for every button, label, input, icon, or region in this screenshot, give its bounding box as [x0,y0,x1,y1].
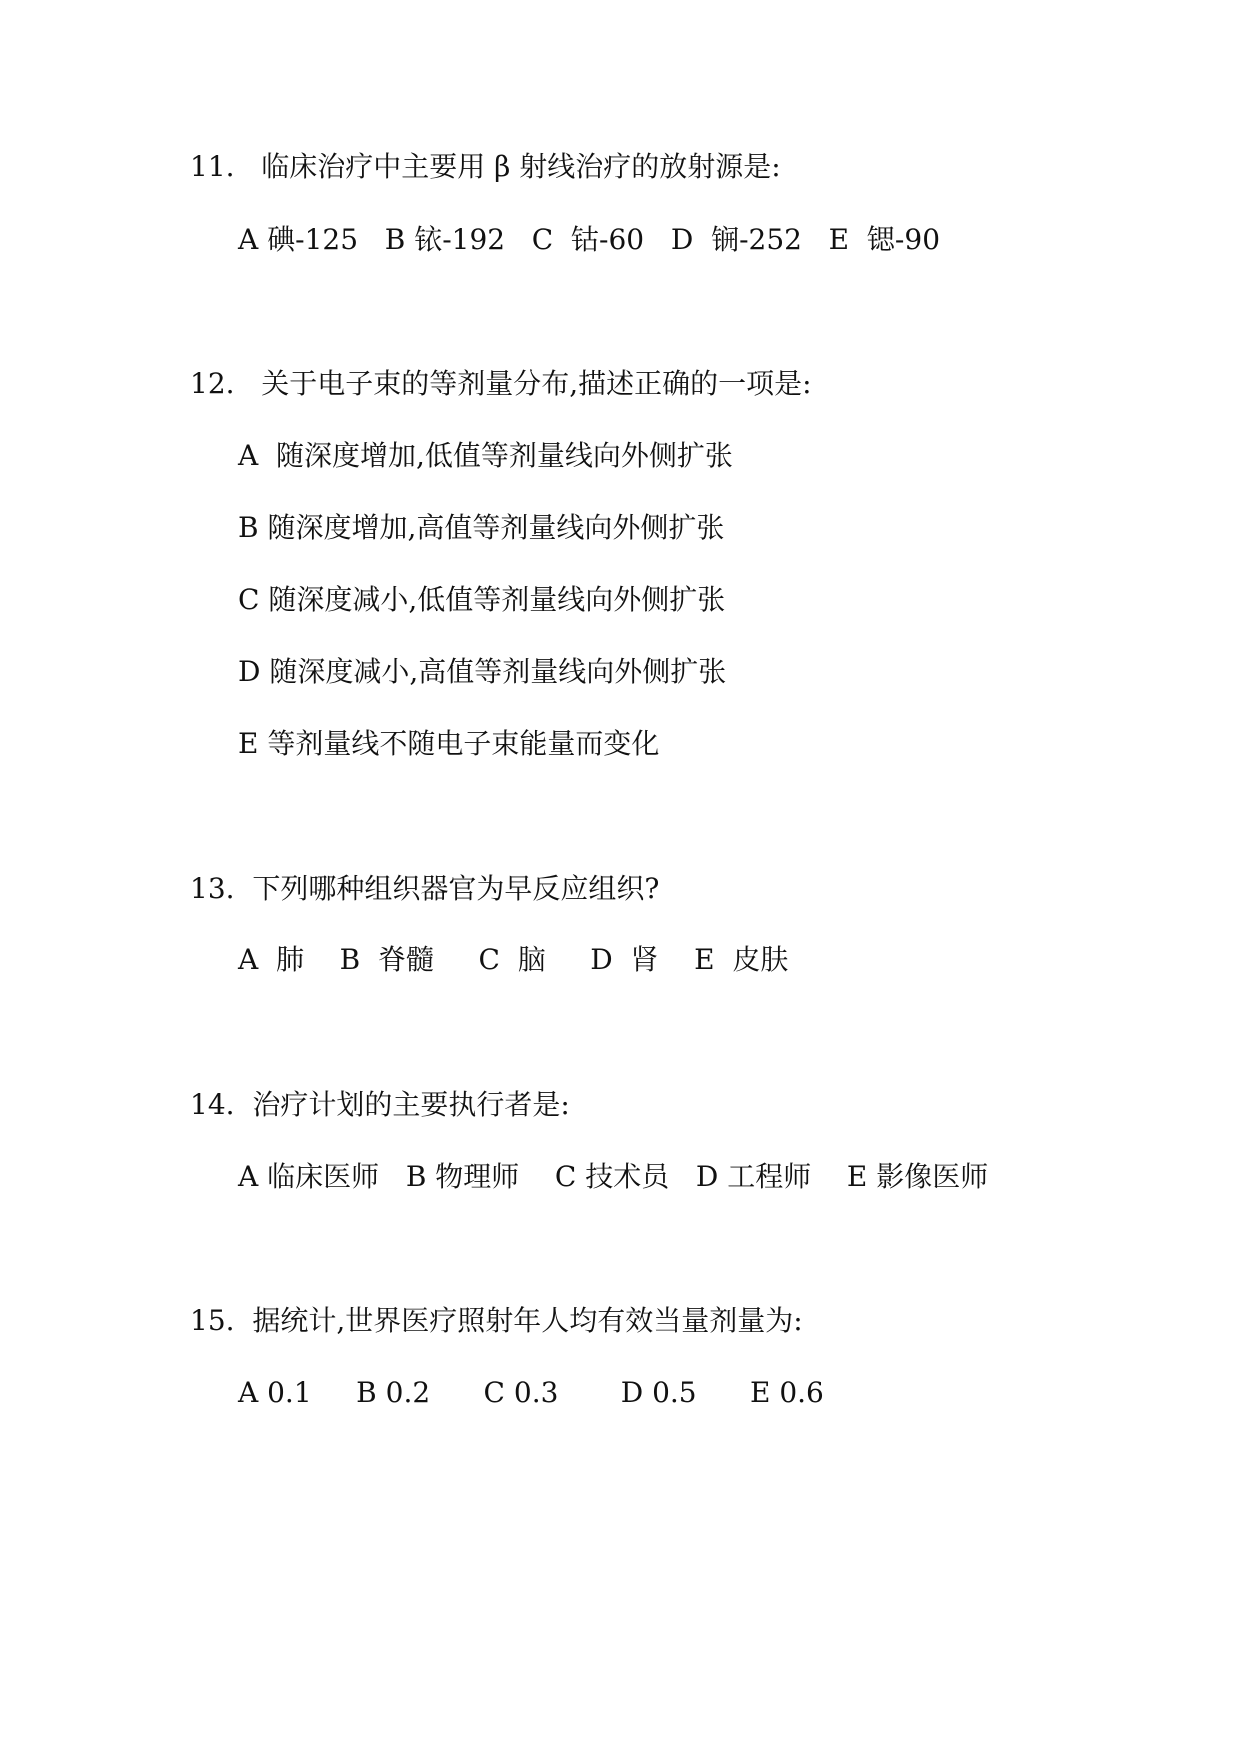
question-15-options: A 0.1 B 0.2 C 0.3 D 0.5 E 0.6 [238,1376,824,1409]
question-15-title: 15. 据统计,世界医疗照射年人均有效当量剂量为: [190,1304,803,1337]
question-14-title: 14. 治疗计划的主要执行者是: [190,1088,570,1121]
question-12-option-e: E 等剂量线不随电子束能量而变化 [238,727,660,760]
question-12-option-a: A 随深度增加,低值等剂量线向外侧扩张 [238,439,733,472]
question-12-option-c: C 随深度减小,低值等剂量线向外侧扩张 [238,583,726,616]
question-12-option-d: D 随深度减小,高值等剂量线向外侧扩张 [238,655,727,688]
question-14-options: A 临床医师 B 物理师 C 技术员 D 工程师 E 影像医师 [238,1160,989,1193]
question-12-title: 12. 关于电子束的等剂量分布,描述正确的一项是: [190,367,812,400]
question-13-options: A 肺 B 脊髓 C 脑 D 肾 E 皮肤 [238,943,789,976]
question-12-option-b: B 随深度增加,高值等剂量线向外侧扩张 [238,511,725,544]
question-11-options: A 碘-125 B 铱-192 C 钴-60 D 锎-252 E 锶-90 [238,223,941,256]
question-11-title: 11. 临床治疗中主要用 β 射线治疗的放射源是: [190,150,781,183]
question-13-title: 13. 下列哪种组织器官为早反应组织? [190,872,660,905]
